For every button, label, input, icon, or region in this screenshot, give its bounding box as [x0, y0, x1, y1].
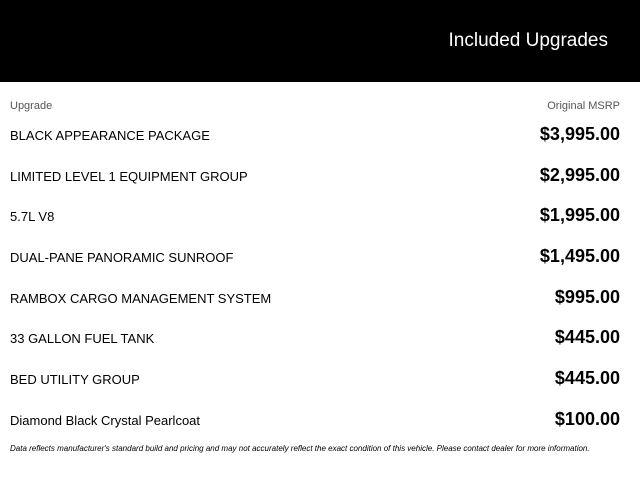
table-row: [10, 400, 620, 441]
table-row: [10, 278, 620, 319]
header-bar: [0, 0, 640, 82]
page-title: Included Upgrades: [448, 30, 608, 51]
column-header-msrp: Original MSRP: [547, 100, 620, 112]
table-row: [10, 156, 620, 197]
table-row: [10, 237, 620, 278]
upgrade-price: $445.00: [554, 327, 620, 348]
upgrade-list: [10, 115, 620, 441]
upgrade-name: BED UTILITY GROUP: [10, 372, 140, 388]
upgrade-name: Diamond Black Crystal Pearlcoat: [10, 412, 201, 428]
table-row: [10, 196, 620, 237]
upgrade-name: BLACK APPEARANCE PACKAGE: [10, 128, 210, 143]
table-header: [10, 100, 620, 114]
table-row: [10, 115, 620, 156]
upgrade-name: 33 GALLON FUEL TANK: [10, 331, 155, 347]
upgrade-price: $1,495.00: [539, 246, 620, 267]
column-header-upgrade: Upgrade: [10, 100, 53, 112]
upgrade-name: 5.7L V8: [10, 209, 55, 225]
upgrade-name: LIMITED LEVEL 1 EQUIPMENT GROUP: [10, 168, 248, 184]
upgrade-price: $995.00: [554, 286, 620, 307]
disclaimer-text: Data reflects manufacturer's standard build and pricing and may not accurately reflect the exact condition of this vehicle. Please contact dealer for more information.: [10, 444, 590, 453]
upgrade-price: $2,995.00: [539, 164, 620, 185]
table-row: [10, 318, 620, 359]
table-row: [10, 359, 620, 400]
upgrade-price: $3,995.00: [539, 124, 620, 144]
upgrade-price: $1,995.00: [539, 205, 620, 226]
upgrade-price: $445.00: [554, 368, 620, 389]
upgrade-price: $100.00: [554, 408, 620, 429]
upgrade-name: DUAL-PANE PANORAMIC SUNROOF: [10, 250, 234, 266]
upgrade-name: RAMBOX CARGO MANAGEMENT SYSTEM: [10, 290, 272, 306]
